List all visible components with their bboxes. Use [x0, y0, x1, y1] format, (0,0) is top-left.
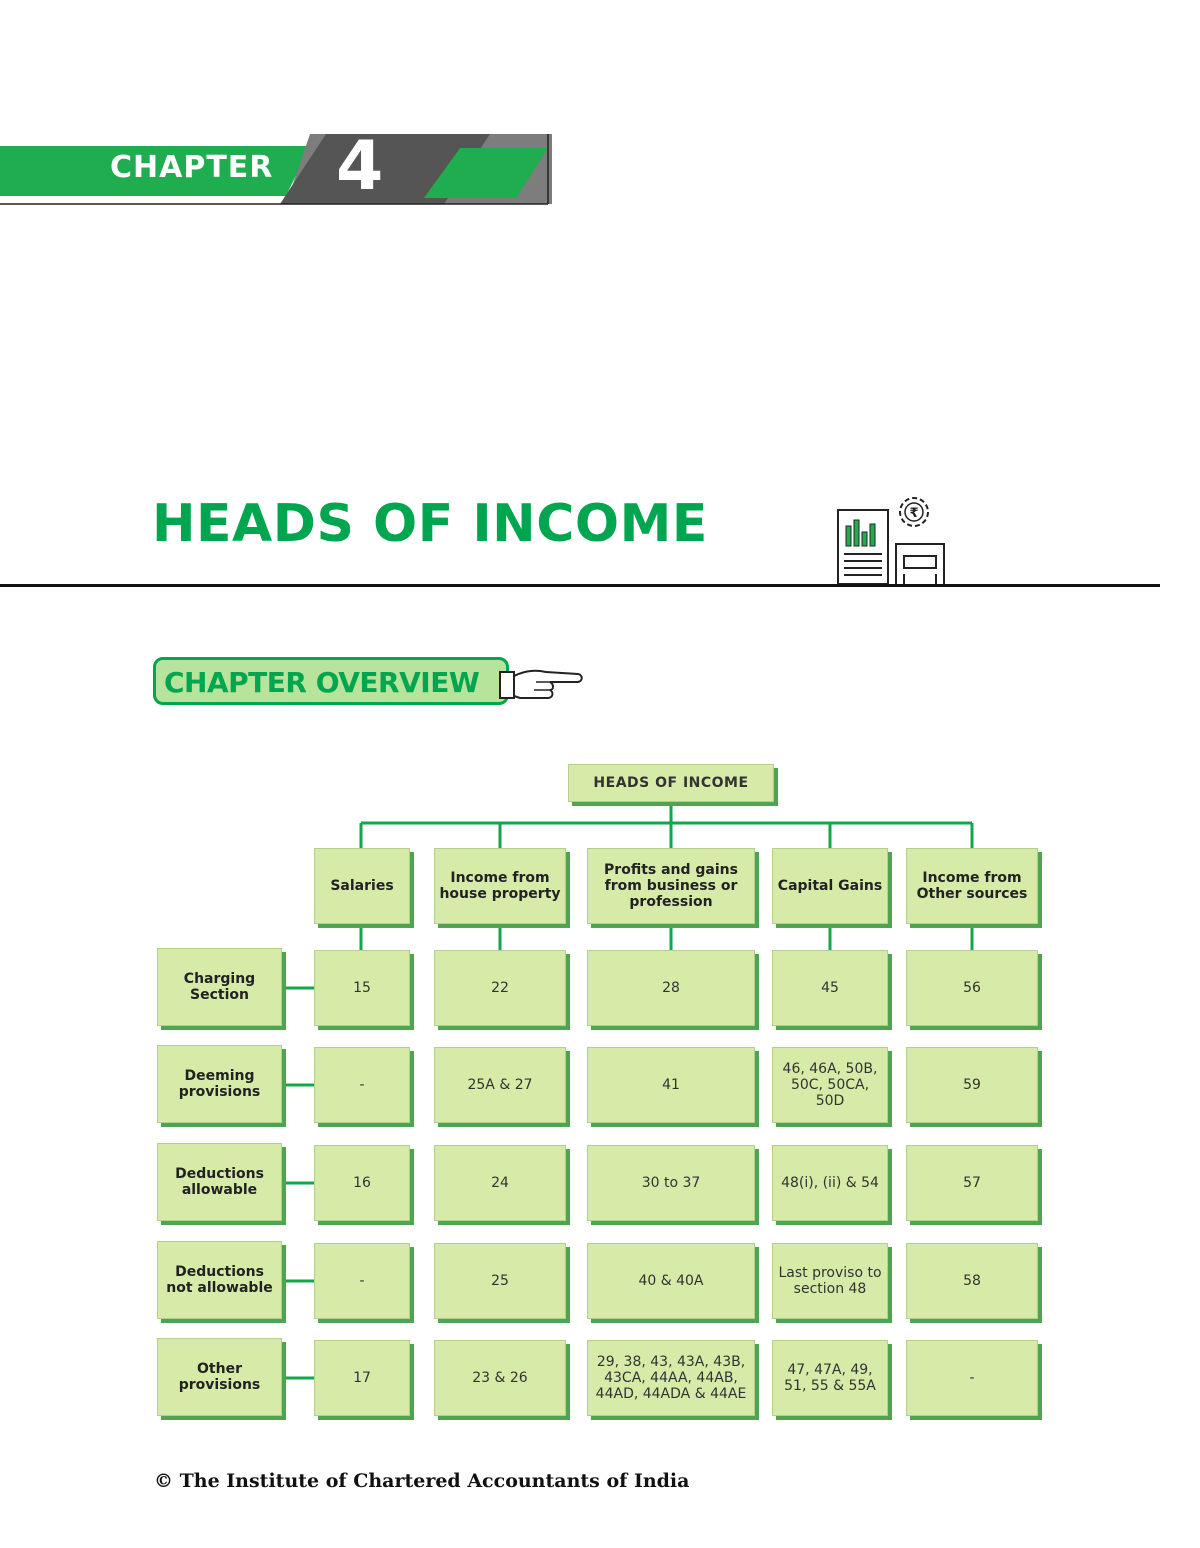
head-other-sources: Income from Other sources: [906, 848, 1038, 924]
title-divider: [0, 584, 1160, 587]
cell-other-salaries: 17: [314, 1340, 410, 1416]
svg-text:₹: ₹: [909, 506, 919, 521]
copyright-footer: © The Institute of Chartered Accountants of India: [154, 1470, 690, 1492]
chapter-banner: [0, 127, 552, 206]
chapter-overview-label: CHAPTER OVERVIEW: [164, 666, 480, 699]
head-house-property: Income from house property: [434, 848, 566, 924]
cell-allowable-salaries: 16: [314, 1145, 410, 1221]
cell-deeming-capital-gains: 46, 46A, 50B, 50C, 50CA, 50D: [772, 1047, 888, 1123]
finance-document-icon: [832, 494, 952, 590]
cell-deeming-other-sources: 59: [906, 1047, 1038, 1123]
head-capital-gains: Capital Gains: [772, 848, 888, 924]
cell-charging-capital-gains: 45: [772, 950, 888, 1026]
row-label-deductions-allowable: Deductions allowable: [157, 1143, 282, 1221]
cell-not-allowable-other-sources: 58: [906, 1243, 1038, 1319]
chapter-label: CHAPTER: [110, 150, 274, 185]
chapter-number: 4: [336, 127, 384, 206]
cell-allowable-business: 30 to 37: [587, 1145, 755, 1221]
cell-not-allowable-capital-gains: Last proviso to section 48: [772, 1243, 888, 1319]
cell-other-house-property: 23 & 26: [434, 1340, 566, 1416]
cell-charging-salaries: 15: [314, 950, 410, 1026]
cell-allowable-other-sources: 57: [906, 1145, 1038, 1221]
pointing-hand-icon: [498, 660, 584, 706]
head-business-profession: Profits and gains from business or profession: [587, 848, 755, 924]
cell-other-capital-gains: 47, 47A, 49, 51, 55 & 55A: [772, 1340, 888, 1416]
cell-deeming-house-property: 25A & 27: [434, 1047, 566, 1123]
row-label-deductions-not-allowable: Deductions not allowable: [157, 1241, 282, 1319]
row-label-other-provisions: Other provisions: [157, 1338, 282, 1416]
cell-not-allowable-house-property: 25: [434, 1243, 566, 1319]
cell-not-allowable-business: 40 & 40A: [587, 1243, 755, 1319]
cell-charging-house-property: 22: [434, 950, 566, 1026]
head-salaries: Salaries: [314, 848, 410, 924]
cell-allowable-capital-gains: 48(i), (ii) & 54: [772, 1145, 888, 1221]
cell-charging-other-sources: 56: [906, 950, 1038, 1026]
row-label-deeming-provisions: Deeming provisions: [157, 1045, 282, 1123]
cell-deeming-business: 41: [587, 1047, 755, 1123]
cell-not-allowable-salaries: -: [314, 1243, 410, 1319]
page-title: HEADS OF INCOME: [152, 494, 708, 554]
chart-root-box: HEADS OF INCOME: [568, 764, 774, 802]
cell-other-other-sources: -: [906, 1340, 1038, 1416]
row-label-charging-section: Charging Section: [157, 948, 282, 1026]
cell-allowable-house-property: 24: [434, 1145, 566, 1221]
cell-deeming-salaries: -: [314, 1047, 410, 1123]
cell-charging-business: 28: [587, 950, 755, 1026]
cell-other-business: 29, 38, 43, 43A, 43B, 43CA, 44AA, 44AB, 44AD, 44ADA & 44AE: [587, 1340, 755, 1416]
